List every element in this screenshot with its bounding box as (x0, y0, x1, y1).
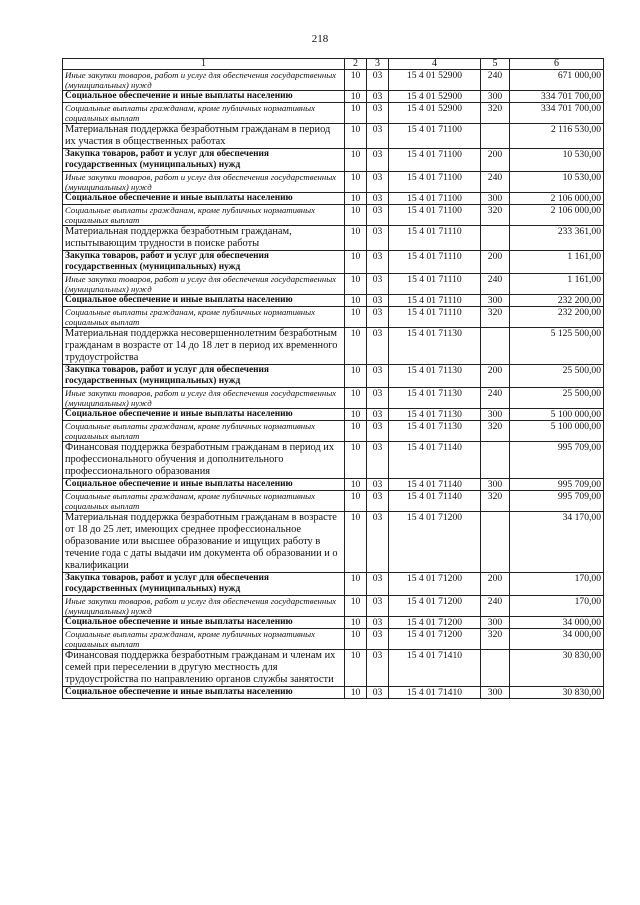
amount-cell: 995 709,00 (510, 479, 604, 491)
expense-type-cell: 320 (481, 421, 510, 442)
amount-cell: 34 170,00 (510, 512, 604, 573)
section-cell: 10 (345, 251, 367, 274)
row-name-cell: Социальные выплаты гражданам, кроме публичных нормативных социальных выплат (63, 421, 345, 442)
target-article-cell: 15 4 01 71130 (389, 328, 481, 365)
expense-type-cell: 320 (481, 205, 510, 226)
section-cell: 10 (345, 512, 367, 573)
expense-type-cell (481, 124, 510, 149)
section-cell: 10 (345, 365, 367, 388)
section-cell: 10 (345, 629, 367, 650)
amount-cell: 30 830,00 (510, 650, 604, 687)
amount-cell: 334 701 700,00 (510, 91, 604, 103)
row-name-cell: Финансовая поддержка безработным гражданам и членам их семей при переселении в другую местность для трудоустройства по направлению органов службы занятости (63, 650, 345, 687)
target-article-cell: 15 4 01 71100 (389, 205, 481, 226)
subsection-cell: 03 (367, 251, 389, 274)
expense-type-cell: 300 (481, 617, 510, 629)
target-article-cell: 15 4 01 71410 (389, 687, 481, 699)
subsection-cell: 03 (367, 650, 389, 687)
subsection-cell: 03 (367, 103, 389, 124)
section-cell: 10 (345, 274, 367, 295)
subsection-cell: 03 (367, 629, 389, 650)
section-cell: 10 (345, 103, 367, 124)
amount-cell: 233 361,00 (510, 226, 604, 251)
subsection-cell: 03 (367, 307, 389, 328)
row-name-cell: Социальное обеспечение и иные выплаты населению (63, 617, 345, 629)
amount-cell: 25 500,00 (510, 365, 604, 388)
target-article-cell: 15 4 01 71200 (389, 573, 481, 596)
amount-cell: 5 100 000,00 (510, 409, 604, 421)
target-article-cell: 15 4 01 71110 (389, 295, 481, 307)
amount-cell: 1 161,00 (510, 251, 604, 274)
subsection-cell: 03 (367, 172, 389, 193)
table-row (63, 421, 604, 442)
table-row (63, 103, 604, 124)
amount-cell: 170,00 (510, 573, 604, 596)
table-row (63, 491, 604, 512)
expense-type-cell: 300 (481, 479, 510, 491)
target-article-cell: 15 4 01 71130 (389, 388, 481, 409)
amount-cell: 34 000,00 (510, 629, 604, 650)
section-cell: 10 (345, 479, 367, 491)
expense-type-cell: 320 (481, 491, 510, 512)
row-name-cell: Закупка товаров, работ и услуг для обеспечения государственных (муниципальных) нужд (63, 365, 345, 388)
section-cell: 10 (345, 573, 367, 596)
target-article-cell: 15 4 01 71200 (389, 629, 481, 650)
table-row (63, 307, 604, 328)
table-row (63, 650, 604, 687)
amount-cell: 232 200,00 (510, 295, 604, 307)
table-row (63, 91, 604, 103)
subsection-cell: 03 (367, 442, 389, 479)
subsection-cell: 03 (367, 617, 389, 629)
section-cell: 10 (345, 172, 367, 193)
target-article-cell: 15 4 01 71200 (389, 617, 481, 629)
row-name-cell: Закупка товаров, работ и услуг для обеспечения государственных (муниципальных) нужд (63, 149, 345, 172)
target-article-cell: 15 4 01 71130 (389, 365, 481, 388)
row-name-cell: Социальное обеспечение и иные выплаты населению (63, 687, 345, 699)
expense-type-cell: 200 (481, 365, 510, 388)
section-cell: 10 (345, 124, 367, 149)
amount-cell: 25 500,00 (510, 388, 604, 409)
table-row (63, 388, 604, 409)
section-cell: 10 (345, 193, 367, 205)
table-row (63, 573, 604, 596)
section-cell: 10 (345, 70, 367, 91)
target-article-cell: 15 4 01 71110 (389, 307, 481, 328)
subsection-cell: 03 (367, 70, 389, 91)
row-name-cell: Социальные выплаты гражданам, кроме публичных нормативных социальных выплат (63, 629, 345, 650)
target-article-cell: 15 4 01 71100 (389, 172, 481, 193)
table-row (63, 124, 604, 149)
section-cell: 10 (345, 650, 367, 687)
subsection-cell: 03 (367, 149, 389, 172)
row-name-cell: Социальное обеспечение и иные выплаты населению (63, 193, 345, 205)
expense-type-cell (481, 650, 510, 687)
table-row (63, 172, 604, 193)
expense-type-cell: 240 (481, 596, 510, 617)
row-name-cell: Закупка товаров, работ и услуг для обеспечения государственных (муниципальных) нужд (63, 573, 345, 596)
row-name-cell: Иные закупки товаров, работ и услуг для обеспечения государственных (муниципальных) нужд (63, 172, 345, 193)
amount-cell: 10 530,00 (510, 172, 604, 193)
target-article-cell: 15 4 01 71110 (389, 226, 481, 251)
header-cell: 1 (63, 59, 345, 70)
expense-type-cell: 300 (481, 687, 510, 699)
row-name-cell: Иные закупки товаров, работ и услуг для обеспечения государственных (муниципальных) нужд (63, 596, 345, 617)
target-article-cell: 15 4 01 71410 (389, 650, 481, 687)
section-cell: 10 (345, 687, 367, 699)
section-cell: 10 (345, 442, 367, 479)
table-row (63, 409, 604, 421)
table-row (63, 512, 604, 573)
amount-cell: 671 000,00 (510, 70, 604, 91)
expense-type-cell: 200 (481, 573, 510, 596)
row-name-cell: Материальная поддержка безработным гражданам, испытывающим трудности в поиске работы (63, 226, 345, 251)
table-row (63, 442, 604, 479)
subsection-cell: 03 (367, 365, 389, 388)
subsection-cell: 03 (367, 193, 389, 205)
row-name-cell: Иные закупки товаров, работ и услуг для обеспечения государственных (муниципальных) нужд (63, 388, 345, 409)
expense-type-cell: 300 (481, 295, 510, 307)
table-row (63, 295, 604, 307)
amount-cell: 5 100 000,00 (510, 421, 604, 442)
header-cell: 5 (481, 59, 510, 70)
section-cell: 10 (345, 596, 367, 617)
section-cell: 10 (345, 295, 367, 307)
section-cell: 10 (345, 421, 367, 442)
section-cell: 10 (345, 617, 367, 629)
table-row (63, 617, 604, 629)
expense-type-cell: 300 (481, 91, 510, 103)
section-cell: 10 (345, 491, 367, 512)
expense-type-cell: 240 (481, 70, 510, 91)
section-cell: 10 (345, 91, 367, 103)
row-name-cell: Иные закупки товаров, работ и услуг для обеспечения государственных (муниципальных) нужд (63, 274, 345, 295)
amount-cell: 1 161,00 (510, 274, 604, 295)
table-row (63, 70, 604, 91)
header-cell: 3 (367, 59, 389, 70)
expense-type-cell: 200 (481, 251, 510, 274)
table-row (63, 149, 604, 172)
section-cell: 10 (345, 226, 367, 251)
section-cell: 10 (345, 328, 367, 365)
section-cell: 10 (345, 149, 367, 172)
table-header-row (63, 59, 604, 70)
subsection-cell: 03 (367, 409, 389, 421)
expense-type-cell (481, 328, 510, 365)
amount-cell: 170,00 (510, 596, 604, 617)
target-article-cell: 15 4 01 71100 (389, 193, 481, 205)
amount-cell: 232 200,00 (510, 307, 604, 328)
row-name-cell: Социальное обеспечение и иные выплаты населению (63, 91, 345, 103)
subsection-cell: 03 (367, 573, 389, 596)
expense-type-cell: 240 (481, 388, 510, 409)
expense-type-cell: 300 (481, 193, 510, 205)
table-row (63, 596, 604, 617)
subsection-cell: 03 (367, 328, 389, 365)
subsection-cell: 03 (367, 388, 389, 409)
table-row (63, 687, 604, 699)
table-row (63, 629, 604, 650)
expense-type-cell: 320 (481, 103, 510, 124)
row-name-cell: Социальное обеспечение и иные выплаты населению (63, 479, 345, 491)
expense-type-cell (481, 442, 510, 479)
subsection-cell: 03 (367, 479, 389, 491)
table-row (63, 205, 604, 226)
expense-type-cell: 240 (481, 172, 510, 193)
target-article-cell: 15 4 01 71140 (389, 442, 481, 479)
table-row (63, 328, 604, 365)
row-name-cell: Материальная поддержка безработным гражданам в возрасте от 18 до 25 лет, имеющих среднее профессиональное образование или высшее образование и ищущих работу в течение года с даты выдачи им документа об образовании и о квалификации (63, 512, 345, 573)
expense-type-cell: 300 (481, 409, 510, 421)
row-name-cell: Иные закупки товаров, работ и услуг для обеспечения государственных (муниципальных) нужд (63, 70, 345, 91)
header-cell: 6 (510, 59, 604, 70)
amount-cell: 2 116 530,00 (510, 124, 604, 149)
table-row (63, 226, 604, 251)
section-cell: 10 (345, 307, 367, 328)
row-name-cell: Социальные выплаты гражданам, кроме публичных нормативных социальных выплат (63, 491, 345, 512)
amount-cell: 5 125 500,00 (510, 328, 604, 365)
budget-table (62, 58, 604, 699)
section-cell: 10 (345, 205, 367, 226)
subsection-cell: 03 (367, 226, 389, 251)
table-row (63, 251, 604, 274)
row-name-cell: Социальные выплаты гражданам, кроме публичных нормативных социальных выплат (63, 205, 345, 226)
expense-type-cell: 240 (481, 274, 510, 295)
expense-type-cell: 320 (481, 629, 510, 650)
target-article-cell: 15 4 01 71110 (389, 274, 481, 295)
section-cell: 10 (345, 388, 367, 409)
subsection-cell: 03 (367, 491, 389, 512)
amount-cell: 34 000,00 (510, 617, 604, 629)
amount-cell: 10 530,00 (510, 149, 604, 172)
subsection-cell: 03 (367, 687, 389, 699)
header-cell: 2 (345, 59, 367, 70)
amount-cell: 334 701 700,00 (510, 103, 604, 124)
subsection-cell: 03 (367, 205, 389, 226)
amount-cell: 30 830,00 (510, 687, 604, 699)
target-article-cell: 15 4 01 71100 (389, 124, 481, 149)
expense-type-cell (481, 512, 510, 573)
row-name-cell: Материальная поддержка несовершеннолетним безработным гражданам в возрасте от 14 до 18 лет в период их временного трудоустройства (63, 328, 345, 365)
expense-type-cell (481, 226, 510, 251)
target-article-cell: 15 4 01 71130 (389, 421, 481, 442)
target-article-cell: 15 4 01 71110 (389, 251, 481, 274)
row-name-cell: Материальная поддержка безработным гражданам в период их участия в общественных работах (63, 124, 345, 149)
header-cell: 4 (389, 59, 481, 70)
subsection-cell: 03 (367, 91, 389, 103)
subsection-cell: 03 (367, 421, 389, 442)
subsection-cell: 03 (367, 274, 389, 295)
subsection-cell: 03 (367, 124, 389, 149)
amount-cell: 995 709,00 (510, 442, 604, 479)
target-article-cell: 15 4 01 52900 (389, 103, 481, 124)
row-name-cell: Закупка товаров, работ и услуг для обеспечения государственных (муниципальных) нужд (63, 251, 345, 274)
expense-type-cell: 200 (481, 149, 510, 172)
target-article-cell: 15 4 01 71140 (389, 491, 481, 512)
target-article-cell: 15 4 01 52900 (389, 91, 481, 103)
target-article-cell: 15 4 01 71140 (389, 479, 481, 491)
target-article-cell: 15 4 01 71130 (389, 409, 481, 421)
subsection-cell: 03 (367, 596, 389, 617)
row-name-cell: Финансовая поддержка безработным гражданам в период их профессионального обучения и дополнительного профессионального образования (63, 442, 345, 479)
table-row (63, 365, 604, 388)
amount-cell: 2 106 000,00 (510, 205, 604, 226)
target-article-cell: 15 4 01 71200 (389, 512, 481, 573)
subsection-cell: 03 (367, 512, 389, 573)
amount-cell: 2 106 000,00 (510, 193, 604, 205)
table-row (63, 479, 604, 491)
row-name-cell: Социальное обеспечение и иные выплаты населению (63, 409, 345, 421)
subsection-cell: 03 (367, 295, 389, 307)
target-article-cell: 15 4 01 71100 (389, 149, 481, 172)
amount-cell: 995 709,00 (510, 491, 604, 512)
row-name-cell: Социальные выплаты гражданам, кроме публичных нормативных социальных выплат (63, 307, 345, 328)
section-cell: 10 (345, 409, 367, 421)
expense-type-cell: 320 (481, 307, 510, 328)
row-name-cell: Социальные выплаты гражданам, кроме публичных нормативных социальных выплат (63, 103, 345, 124)
table-row (63, 193, 604, 205)
table-row (63, 274, 604, 295)
row-name-cell: Социальное обеспечение и иные выплаты населению (63, 295, 345, 307)
page-number: 218 (311, 33, 329, 45)
target-article-cell: 15 4 01 52900 (389, 70, 481, 91)
target-article-cell: 15 4 01 71200 (389, 596, 481, 617)
